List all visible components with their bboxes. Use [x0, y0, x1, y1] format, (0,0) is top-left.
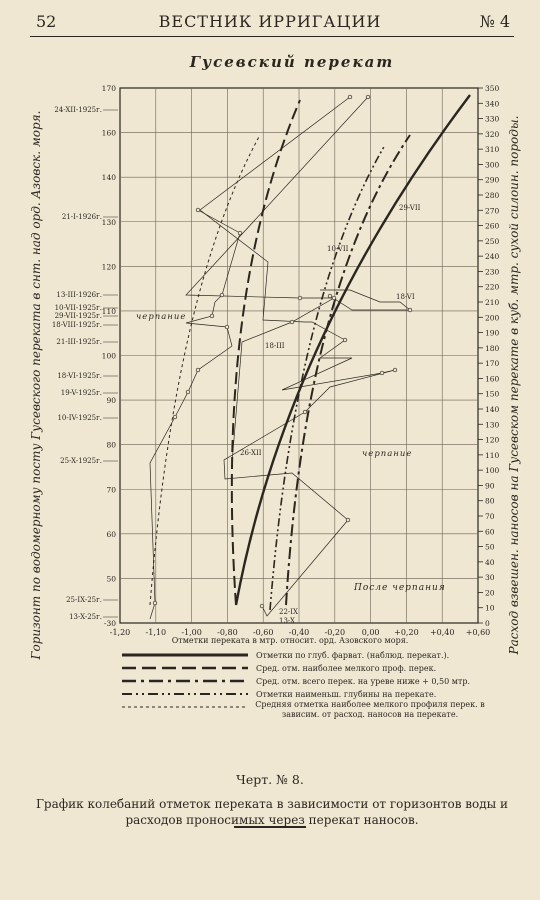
observation-point: [220, 293, 224, 297]
legend-heading: Отметки переката в мтр. относит. орд. Азовского моря.: [171, 636, 409, 645]
observation-polyline: [150, 210, 240, 619]
left-tick-label: 60: [106, 529, 116, 539]
legend-mean-profile-box: [252, 700, 488, 730]
right-tick-label: 220: [485, 282, 500, 292]
observation-point: [298, 296, 302, 300]
x-tick-label: -1,20: [109, 628, 131, 637]
observation-point: [346, 518, 350, 522]
observation-point: [366, 95, 370, 99]
x-tick-label: -1,10: [145, 628, 167, 637]
legend-whole-shoal: Сред. отм. всего перек. на уреве ниже + 0,50 мтр.: [256, 677, 471, 686]
right-tick-label: 20: [485, 588, 495, 598]
date-label: 18-VI-1925г.: [57, 372, 102, 380]
observation-point: [393, 368, 397, 372]
x-tick-label: -1,00: [181, 628, 202, 637]
page-header: [0, 0, 540, 40]
observation-point: [196, 208, 200, 212]
x-tick-label: -0,20: [324, 628, 346, 637]
right-tick-label: 130: [485, 420, 500, 430]
date-label: 24-XII-1925г.: [54, 106, 102, 114]
left-tick-label: 110: [101, 306, 116, 316]
right-tick-label: 340: [485, 99, 500, 109]
left-tick-label: 70: [106, 485, 116, 495]
annotation-22-ix: 22-IX: [279, 608, 299, 616]
annotation-29-vii: 29-VII: [399, 204, 421, 212]
right-tick-label: 260: [485, 221, 500, 231]
date-label: 13-III-1926г.: [56, 291, 102, 299]
observation-point: [332, 296, 336, 300]
observation-point: [328, 294, 332, 298]
right-tick-label: 250: [485, 236, 500, 246]
right-tick-label: 320: [485, 129, 500, 139]
end-rule: [234, 826, 306, 828]
annotation-after-dredging: После черпания: [354, 583, 446, 593]
right-tick-label: 200: [485, 313, 500, 323]
left-tick-label: 130: [101, 217, 116, 227]
left-tick-label: 50: [106, 574, 116, 584]
observation-polyline: [200, 97, 395, 616]
annotation-dredging-lower: черпание: [362, 449, 413, 459]
observation-point: [210, 314, 214, 318]
x-tick-label: -0,80: [217, 628, 238, 637]
right-tick-label: 70: [485, 512, 495, 521]
right-tick-label: 60: [485, 527, 495, 537]
observation-point: [303, 410, 307, 414]
observation-point: [238, 231, 242, 235]
observation-point: [186, 390, 190, 394]
annotation-13-x: 13-X: [279, 617, 296, 625]
right-tick-label: 290: [485, 175, 500, 185]
annotation-18-vi: 18-VI: [396, 293, 415, 301]
right-tick-label: 230: [485, 267, 500, 277]
date-label: 21-III-1925г.: [56, 338, 102, 346]
annotation-10-vii: 10-VII: [327, 245, 349, 253]
left-tick-label: 80: [106, 440, 116, 450]
x-tick-label: +0,40: [429, 628, 455, 637]
chart-legend: [122, 636, 488, 730]
legend-shallow-profile: Сред. отм. наиболее мелкого проф. перек.: [256, 664, 437, 673]
observation-point: [348, 95, 352, 99]
legend-thalweg: Отметки по глуб. фарват. (наблюд. перекат.).: [256, 651, 450, 660]
left-tick-label: -30: [103, 619, 116, 628]
chart-curves: [150, 95, 470, 610]
left-tick-label: 120: [101, 262, 116, 272]
right-tick-label: 300: [485, 160, 500, 170]
observation-point: [290, 320, 294, 324]
annotation-dredging-upper: черпание: [136, 312, 187, 322]
left-tick-label: 100: [101, 351, 116, 361]
observation-point: [196, 368, 200, 372]
figure-description: График колебаний отметок переката в зависимости от горизонтов воды и расходов проносимых через перекат наносов.: [35, 797, 509, 827]
x-tick-label: +0,20: [394, 628, 419, 637]
right-tick-label: 190: [485, 328, 500, 338]
right-tick-label: 210: [485, 298, 500, 307]
issue-number: № 4: [479, 12, 510, 31]
page-number: 52: [36, 12, 57, 31]
observation-point: [225, 325, 229, 329]
date-label: 19-V-1925г.: [60, 389, 102, 397]
right-tick-label: 310: [485, 145, 500, 155]
legend-mean-profile: Средняя отметка наиболее мелкого профиля перек. в зависим. от расход. наносов на перекате.: [255, 700, 485, 719]
date-label: 10-VII-1925г.: [54, 304, 102, 312]
x-tick-label: -0,40: [288, 628, 310, 637]
right-tick-label: 180: [485, 343, 500, 353]
date-label: 25-X-1925г.: [60, 457, 102, 465]
observation-point: [343, 338, 347, 342]
right-tick-label: 90: [485, 481, 495, 491]
right-tick-label: 240: [485, 252, 500, 262]
right-tick-label: 30: [485, 573, 495, 583]
river-shoal-chart: [0, 40, 540, 770]
figure-caption: Черт. № 8.: [236, 772, 304, 787]
left-tick-label: 140: [101, 173, 116, 183]
date-label: 13-X-25г.: [69, 613, 102, 621]
right-tick-label: 140: [485, 405, 500, 414]
right-tick-label: 50: [485, 542, 495, 552]
x-tick-label: +0,60: [465, 628, 491, 637]
left-tick-label: 90: [106, 396, 116, 406]
mean-profile-curve: [150, 135, 260, 605]
shallow-profile-curve: [232, 100, 300, 605]
right-tick-label: 0: [485, 619, 490, 628]
chart-series: [150, 95, 412, 619]
thalweg-curve: [236, 95, 470, 605]
annotation-18-iii: 18-III: [265, 342, 285, 350]
right-tick-label: 330: [485, 114, 500, 124]
right-tick-label: 110: [485, 450, 500, 460]
right-tick-label: 280: [485, 191, 500, 200]
left-axis-label: Горизонт по водомерному посту Гусевского переката в снт. над орд. Азовск. моря.: [29, 110, 43, 660]
right-tick-label: 160: [485, 374, 500, 384]
date-label: 18-VIII-1925г.: [51, 321, 102, 329]
min-depth-curve: [270, 145, 385, 610]
observation-point: [173, 415, 177, 419]
legend-min-depth: Отметки наименьш. глубины на перекате.: [256, 690, 437, 699]
right-tick-label: 40: [485, 557, 495, 567]
chart-grid: [120, 88, 478, 623]
chart-title: Гусевский перекат: [189, 53, 395, 71]
annotation-26-xii: 26-XII: [240, 449, 262, 457]
date-label: 10-IV-1925г.: [57, 414, 102, 422]
observation-point: [380, 371, 384, 375]
observation-point: [260, 604, 264, 608]
date-label: 29-VII-1925г.: [54, 312, 102, 320]
right-tick-label: 80: [485, 496, 495, 506]
right-tick-label: 10: [485, 603, 495, 613]
x-tick-label: -0,60: [252, 628, 274, 637]
journal-title: ВЕСТНИК ИРРИГАЦИИ: [158, 12, 382, 31]
date-label: 25-IX-25г.: [66, 596, 102, 604]
x-tick-label: 0,00: [361, 628, 380, 637]
left-tick-label: 170: [101, 84, 116, 93]
date-label: 21-I-1926г.: [61, 213, 102, 221]
left-tick-label: 160: [101, 128, 116, 138]
right-axis-label: Расход взвешен. наносов на Гусевском перекате в куб. мтр. сухой силоин. породы.: [507, 115, 521, 655]
right-tick-label: 100: [485, 466, 500, 476]
right-tick-label: 120: [485, 435, 500, 445]
observation-point: [408, 308, 412, 312]
header-rule: [30, 36, 514, 37]
right-tick-label: 270: [485, 206, 500, 216]
right-tick-label: 150: [485, 389, 500, 399]
right-tick-label: 350: [485, 84, 500, 93]
right-tick-label: 170: [485, 359, 500, 369]
observation-point: [153, 601, 157, 605]
